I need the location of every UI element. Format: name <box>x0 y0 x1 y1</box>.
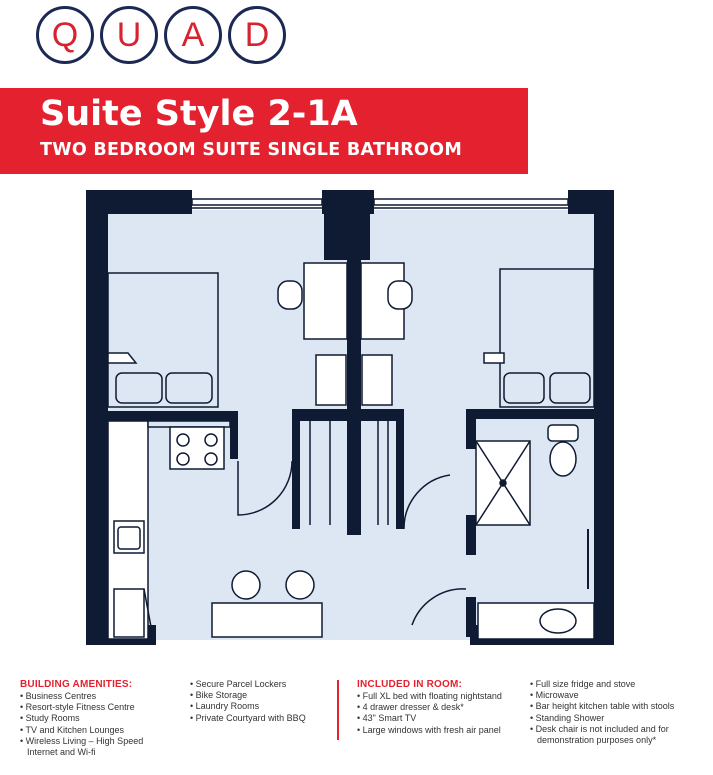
list-item: • Standing Shower <box>530 712 605 723</box>
list-item: demonstration purposes only* <box>537 735 657 746</box>
list-item: • Laundry Rooms <box>190 701 260 712</box>
included-in-room-heading: INCLUDED IN ROOM: <box>357 679 463 690</box>
list-item: • Bar height kitchen table with stools <box>530 701 675 712</box>
list-item: Internet and Wi-fi <box>27 747 96 758</box>
list-item: • TV and Kitchen Lounges <box>20 724 125 735</box>
logo-letter-q: Q <box>36 6 94 64</box>
included-in-room-list-1 <box>357 691 502 736</box>
list-item: • Full XL bed with floating nightstand <box>357 691 502 701</box>
list-item: • Desk chair is not included and for <box>530 723 669 734</box>
list-item: • Large windows with fresh air panel <box>357 724 501 735</box>
bed-left <box>108 273 218 407</box>
included-in-room-list-2 <box>530 679 674 746</box>
logo-letter-u: U <box>100 6 158 64</box>
logo-letter-a: A <box>164 6 222 64</box>
building-amenities-list-1 <box>20 691 143 758</box>
logo-letter-d: D <box>228 6 286 64</box>
suite-title: Suite Style 2-1A <box>40 94 358 134</box>
kitchen-sink <box>114 521 144 553</box>
suite-subtitle: TWO BEDROOM SUITE SINGLE BATHROOM <box>40 140 463 160</box>
windows <box>192 199 568 208</box>
building-amenities-heading: BUILDING AMENITIES: <box>20 679 133 690</box>
list-item: • Resort-style Fitness Centre <box>20 702 135 713</box>
list-item: • Full size fridge and stove <box>530 679 636 689</box>
floor-plan <box>80 185 620 655</box>
list-item: • Secure Parcel Lockers <box>190 679 287 689</box>
quad-logo <box>36 6 286 64</box>
list-item: • 43" Smart TV <box>357 713 417 724</box>
title-banner <box>0 88 528 174</box>
list-item: • Private Courtyard with BBQ <box>190 712 306 723</box>
footer-divider <box>337 680 339 740</box>
desk-right <box>361 263 412 339</box>
shower <box>476 441 530 525</box>
toilet <box>548 425 578 476</box>
list-item: • Study Rooms <box>20 713 80 724</box>
list-item: • Microwave <box>530 690 579 701</box>
list-item: • Wireless Living – High Speed <box>20 735 144 746</box>
list-item: • Bike Storage <box>190 690 248 701</box>
stove <box>170 427 224 469</box>
list-item: • 4 drawer dresser & desk* <box>357 702 464 713</box>
building-amenities-list-2 <box>190 679 306 724</box>
list-item: • Business Centres <box>20 691 97 701</box>
bathroom-sink <box>478 603 594 639</box>
bed-right <box>484 269 594 407</box>
